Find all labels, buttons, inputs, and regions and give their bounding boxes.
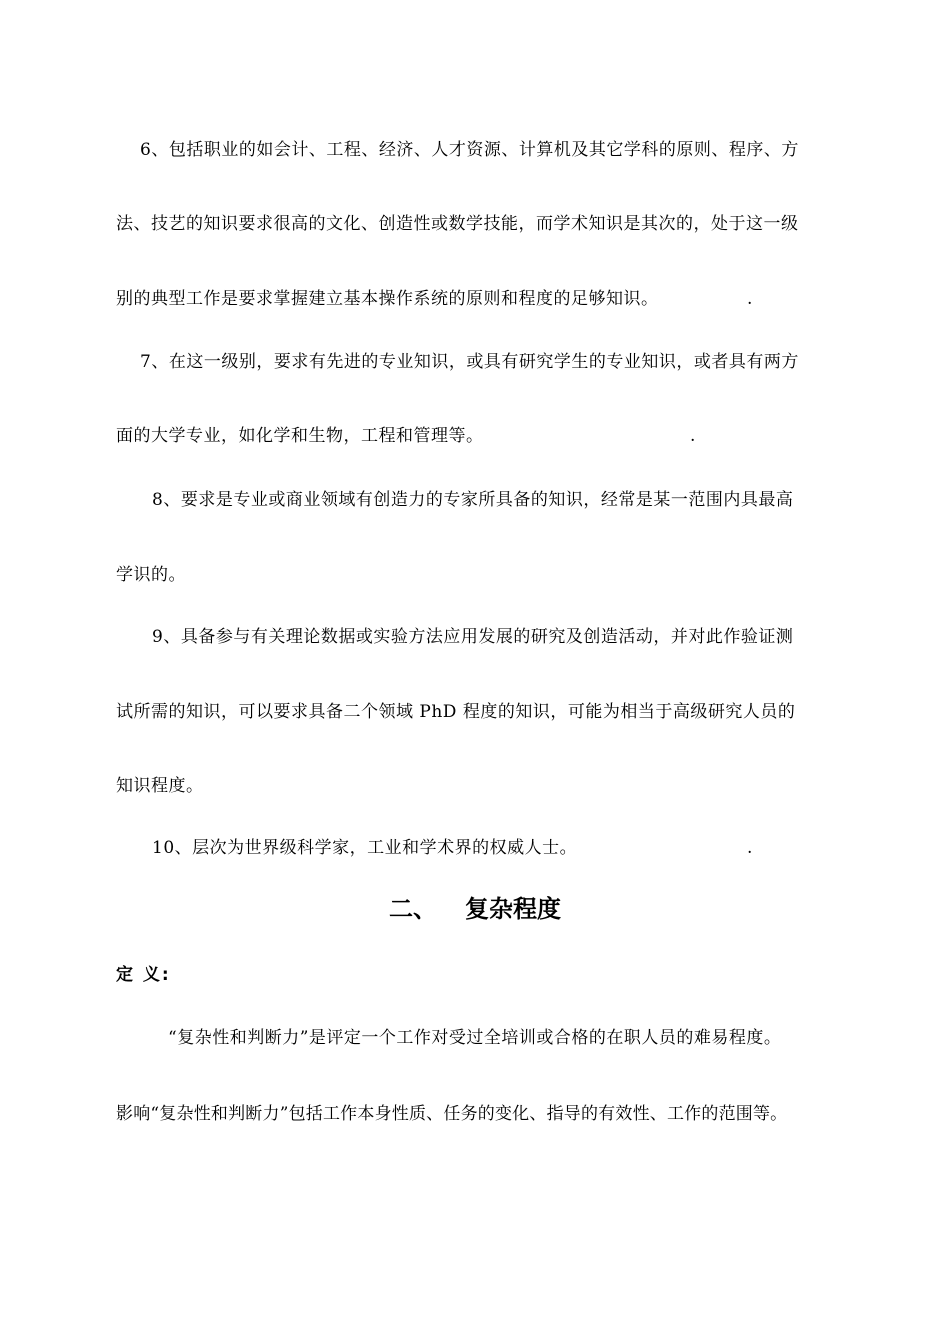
paragraph-7-line-2: 面的大学专业，如化学和生物，工程和管理等。 — [116, 426, 484, 446]
paragraph-9-line-3: 知识程度。 — [116, 776, 204, 796]
paragraph-6-end-mark: . — [747, 289, 753, 309]
paragraph-9-line-1: 9、具备参与有关理论数据或实验方法应用发展的研究及创造活动，并对此作验证测 — [152, 627, 794, 647]
paragraph-7-line-1: 7、在这一级别，要求有先进的专业知识，或具有研究学生的专业知识，或者具有两方 — [140, 352, 799, 372]
definition-label: 定 义: — [116, 965, 171, 985]
paragraph-6-line-1: 6、包括职业的如会计、工程、经济、人才资源、计算机及其它学科的原则、程序、方 — [140, 140, 799, 160]
paragraph-10-end-mark: . — [747, 838, 753, 858]
paragraph-9-line-2: 试所需的知识，可以要求具备二个领域 PhD 程度的知识，可能为相当于高级研究人员的 — [116, 702, 796, 722]
paragraph-8-line-1: 8、要求是专业或商业领域有创造力的专家所具备的知识，经常是某一范围内具最高 — [152, 490, 794, 510]
paragraph-8-line-2: 学识的。 — [116, 565, 186, 585]
paragraph-6-line-3: 别的典型工作是要求掌握建立基本操作系统的原则和程度的足够知识。 — [116, 289, 659, 309]
section-number: 二、 — [389, 895, 437, 923]
section-heading — [0, 892, 950, 926]
definition-line-2: 影响“复杂性和判断力”包括工作本身性质、任务的变化、指导的有效性、工作的范围等。 — [116, 1104, 788, 1124]
definition-line-1: “复杂性和判断力”是评定一个工作对受过全培训或合格的在职人员的难易程度。 — [168, 1028, 782, 1048]
section-title: 复杂程度 — [465, 895, 561, 923]
paragraph-7-end-mark: . — [690, 426, 696, 446]
paragraph-6-line-2: 法、技艺的知识要求很高的文化、创造性或数学技能，而学术知识是其次的，处于这一级 — [116, 214, 799, 234]
paragraph-10-line-1: 10、层次为世界级科学家，工业和学术界的权威人士。 — [152, 838, 578, 858]
